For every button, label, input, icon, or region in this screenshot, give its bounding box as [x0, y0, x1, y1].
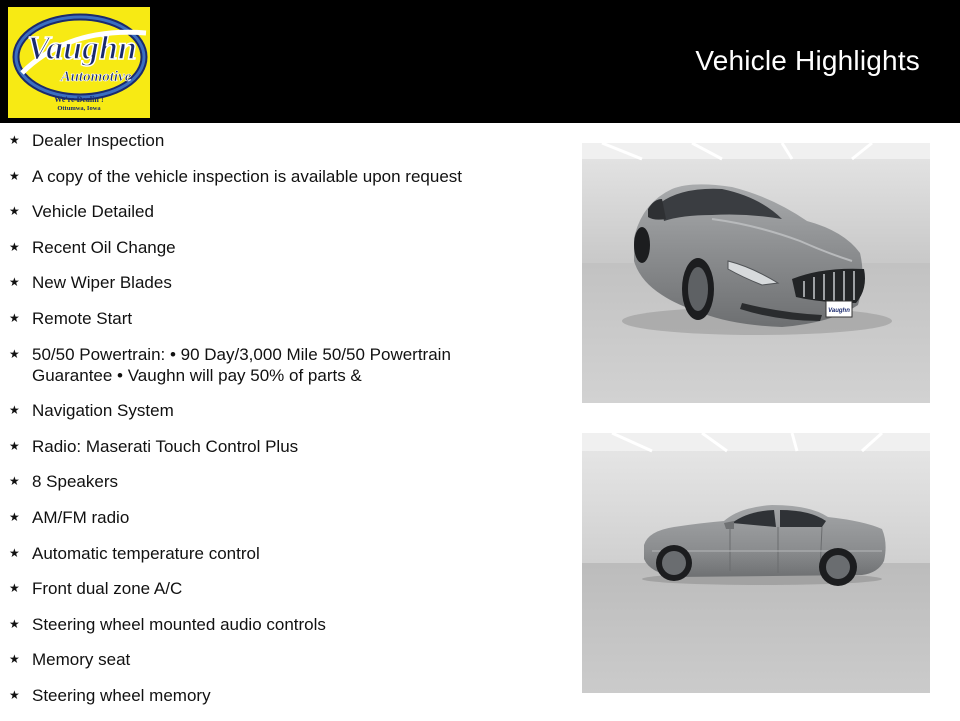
page-title: Vehicle Highlights	[695, 45, 920, 76]
dealer-logo[interactable]	[8, 7, 150, 118]
feature-text: Automatic temperature control	[32, 543, 260, 563]
feature-text: 50/50 Powertrain: • 90 Day/3,000 Mile 50/50 Powertrain Guarantee • Vaughn will pay 50% of parts &	[32, 344, 451, 385]
feature-item	[0, 237, 540, 258]
star-icon: ★	[9, 438, 20, 453]
feature-text: New Wiper Blades	[32, 273, 172, 293]
star-icon: ★	[9, 403, 20, 418]
feature-text: Steering wheel memory	[32, 685, 211, 705]
star-icon: ★	[9, 509, 20, 524]
feature-item	[0, 166, 540, 187]
feature-item	[0, 400, 540, 421]
feature-item	[0, 543, 540, 564]
feature-item	[0, 685, 540, 706]
star-icon: ★	[9, 346, 20, 361]
feature-item	[0, 578, 540, 599]
feature-text: Radio: Maserati Touch Control Plus	[32, 436, 299, 456]
feature-item	[0, 308, 540, 329]
star-icon: ★	[9, 204, 20, 219]
star-icon: ★	[9, 652, 20, 667]
star-icon: ★	[9, 239, 20, 254]
logo-name: Vaughn	[27, 30, 137, 67]
star-icon: ★	[9, 581, 20, 596]
header-bar	[0, 0, 960, 123]
feature-item	[0, 344, 502, 386]
feature-item	[0, 649, 540, 670]
feature-item	[0, 614, 540, 635]
feature-text: Remote Start	[32, 308, 133, 328]
star-icon: ★	[9, 133, 20, 147]
feature-item	[0, 201, 540, 222]
feature-item	[0, 436, 540, 457]
feature-item	[0, 471, 540, 492]
vehicle-front-image	[582, 143, 930, 403]
logo-tagline: We're Dealin'!	[54, 95, 104, 104]
star-icon: ★	[9, 474, 20, 489]
feature-text: 8 Speakers	[32, 472, 118, 492]
vehicle-front-three-quarter-photo[interactable]	[582, 143, 930, 403]
feature-list	[0, 130, 540, 721]
feature-text: A copy of the vehicle inspection is available upon request	[32, 166, 462, 186]
feature-text: Steering wheel mounted audio controls	[32, 614, 326, 634]
star-icon: ★	[9, 545, 20, 560]
vehicle-side-profile-photo[interactable]	[582, 433, 930, 693]
feature-item	[0, 507, 540, 528]
feature-text: Front dual zone A/C	[32, 579, 183, 599]
feature-text: Dealer Inspection	[32, 131, 165, 150]
feature-text: Vehicle Detailed	[32, 202, 154, 222]
star-icon: ★	[9, 687, 20, 702]
plate-text: Vaughn	[828, 308, 850, 314]
feature-item	[0, 272, 540, 293]
vehicle-side-image	[582, 433, 930, 693]
feature-text: AM/FM radio	[32, 507, 130, 527]
feature-text: Recent Oil Change	[32, 237, 176, 257]
logo-location: Ottumwa, Iowa	[57, 105, 101, 112]
star-icon: ★	[9, 310, 20, 325]
star-icon: ★	[9, 168, 20, 183]
feature-item	[0, 130, 540, 151]
star-icon: ★	[9, 275, 20, 290]
logo-subname: Automotive	[60, 69, 132, 85]
feature-text: Memory seat	[32, 650, 131, 670]
star-icon: ★	[9, 616, 20, 631]
feature-text: Navigation System	[32, 401, 174, 421]
